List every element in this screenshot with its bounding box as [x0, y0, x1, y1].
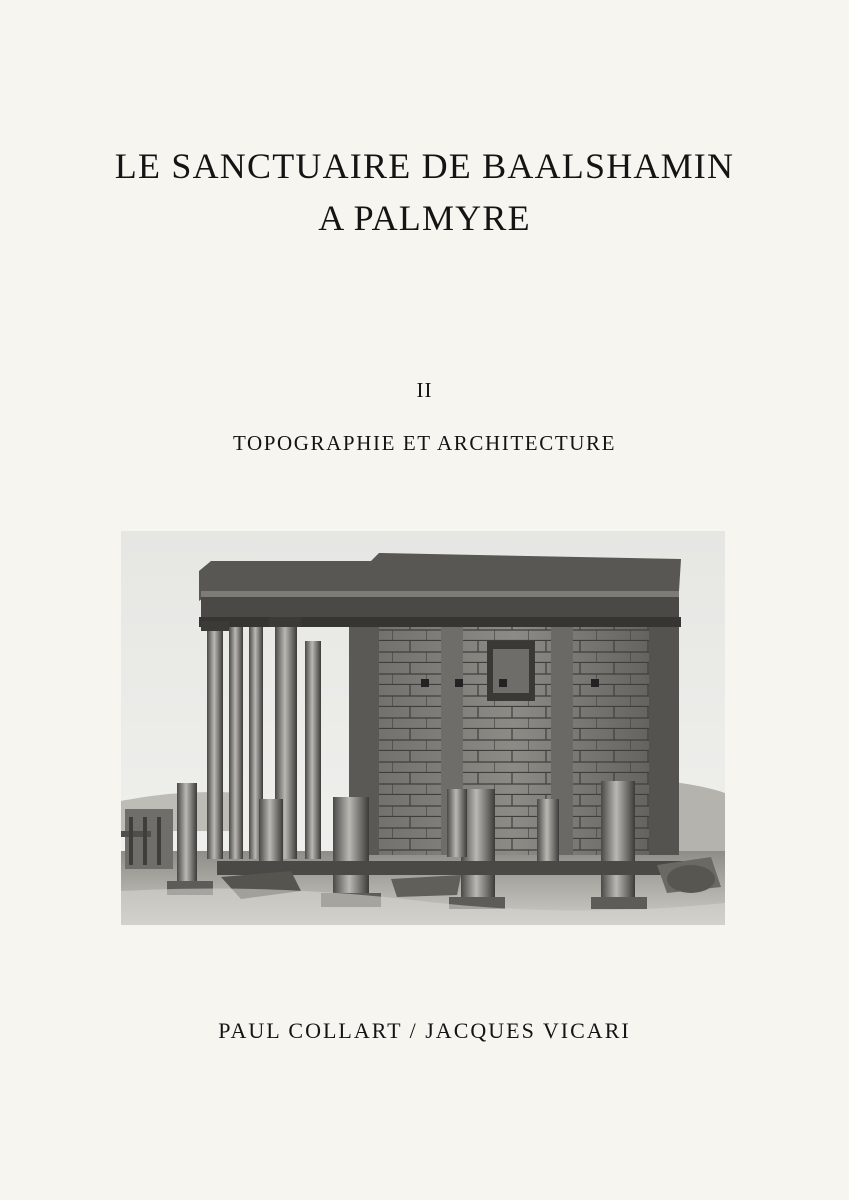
book-authors: PAUL COLLART / JACQUES VICARI — [218, 1018, 631, 1043]
book-title-line-1: LE SANCTUAIRE DE BAALSHAMIN — [114, 146, 735, 186]
volume-subtitle: TOPOGRAPHIE ET ARCHITECTURE — [232, 431, 617, 455]
book-title — [0, 140, 849, 244]
temple-ruins-photo — [121, 531, 725, 925]
book-title-line-2: A PALMYRE — [318, 198, 531, 238]
volume-number: II — [416, 378, 433, 402]
